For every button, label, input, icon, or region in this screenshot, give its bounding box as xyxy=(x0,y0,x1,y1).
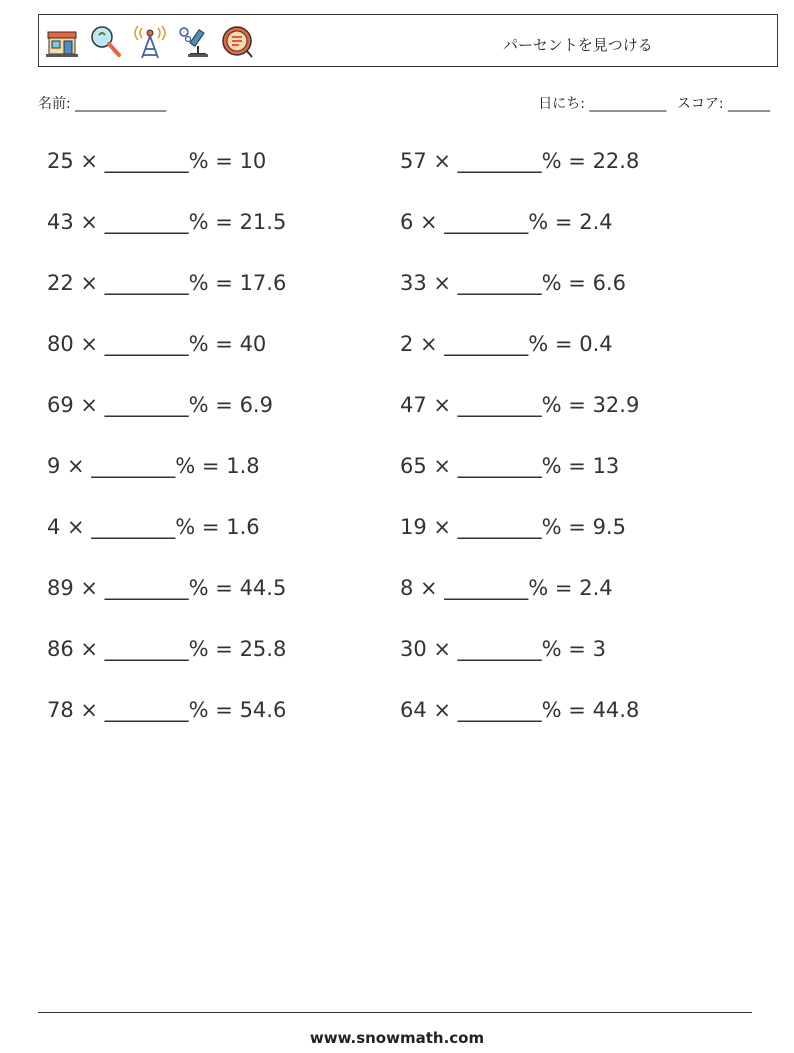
icon-row xyxy=(44,23,256,61)
date-field: 日にち: ___________ xyxy=(538,96,667,112)
microscope-icon xyxy=(176,24,212,60)
score-field: スコア: ______ xyxy=(676,96,770,112)
problem-item: 57 × ________% = 22.8 xyxy=(400,149,640,173)
problem-item: 2 × ________% = 0.4 xyxy=(400,332,613,356)
problem-item: 78 × ________% = 54.6 xyxy=(47,698,287,722)
problem-item: 64 × ________% = 44.8 xyxy=(400,698,640,722)
problem-item: 43 × ________% = 21.5 xyxy=(47,210,287,234)
name-field: 名前: _____________ xyxy=(38,96,167,112)
problem-item: 9 × ________% = 1.8 xyxy=(47,454,260,478)
problem-item: 8 × ________% = 2.4 xyxy=(400,576,613,600)
date-score-fields xyxy=(532,93,770,113)
problem-item: 19 × ________% = 9.5 xyxy=(400,515,626,539)
problem-item: 33 × ________% = 6.6 xyxy=(400,271,626,295)
problem-item: 22 × ________% = 17.6 xyxy=(47,271,287,295)
problem-item: 30 × ________% = 3 xyxy=(400,637,606,661)
footer-divider xyxy=(38,1012,752,1013)
problem-item: 65 × ________% = 13 xyxy=(400,454,620,478)
problem-item: 47 × ________% = 32.9 xyxy=(400,393,640,417)
store-icon xyxy=(44,24,80,60)
worksheet-header xyxy=(38,14,778,67)
problem-item: 86 × ________% = 25.8 xyxy=(47,637,287,661)
problem-item: 4 × ________% = 1.6 xyxy=(47,515,260,539)
trophy-badge-icon xyxy=(220,24,256,60)
footer-website: www.snowmath.com xyxy=(309,1029,485,1047)
radio-tower-icon xyxy=(132,24,168,60)
problem-item: 69 × ________% = 6.9 xyxy=(47,393,273,417)
problem-item: 89 × ________% = 44.5 xyxy=(47,576,287,600)
magnifier-icon xyxy=(88,24,124,60)
problem-item: 80 × ________% = 40 xyxy=(47,332,267,356)
worksheet-title: パーセントを見つける xyxy=(503,36,653,54)
problem-item: 6 × ________% = 2.4 xyxy=(400,210,613,234)
problem-item: 25 × ________% = 10 xyxy=(47,149,267,173)
